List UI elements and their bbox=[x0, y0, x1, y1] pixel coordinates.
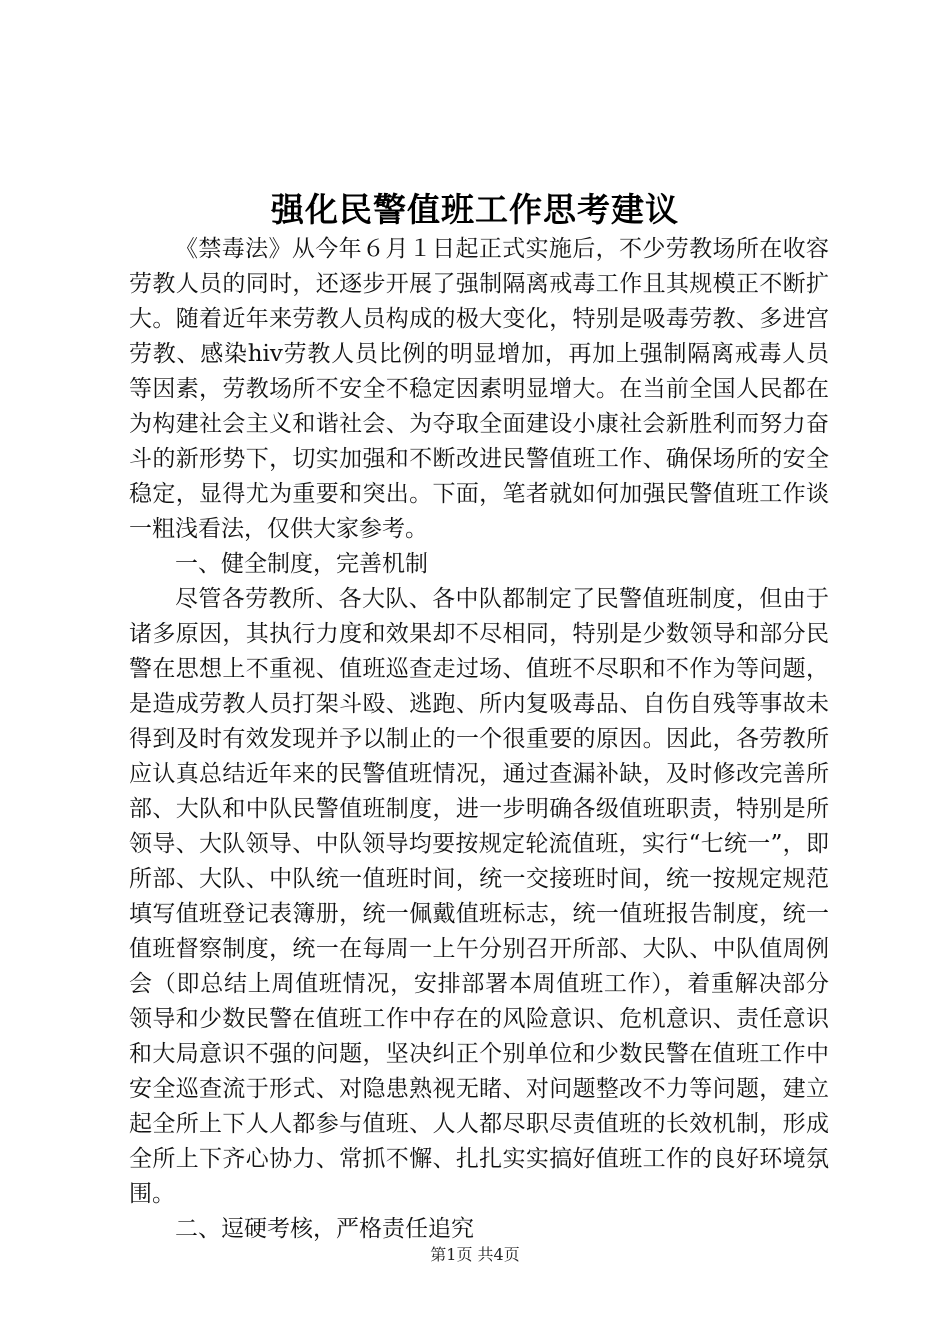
page-footer: 第1页 共4页 bbox=[430, 1245, 520, 1264]
document-title: 强化民警值班工作思考建议 bbox=[271, 190, 679, 229]
document-body bbox=[129, 232, 829, 1247]
section-heading-1: 一、健全制度，完善机制 bbox=[175, 551, 428, 577]
paragraph-section-1: 尽管各劳教所、各大队、各中队都制定了民警值班制度，但由于诸多原因，其执行力度和效果却不尽相同，特别是少数领导和部分民警在思想上不重视、值班巡查走过场、值班不尽职和不作为等问题，是造成劳教人员打架斗殴、逃跑、所内复吸毒品、自伤自残等事故未得到及时有效发现并予以制止的一个很重要的原因。因此，各劳教所应认真总结近年来的民警值班情况，通过查漏补缺，及时修改完善所部、大队和中队民警值班制度，进一步明确各级值班职责，特别是所领导、大队领导、中队领导均要按规定轮流值班，实行“七统一”，即所部、大队、中队统一值班时间，统一交接班时间，统一按规定规范填写值班登记表簿册，统一佩戴值班标志，统一值班报告制度，统一值班督察制度，统一在每周一上午分别召开所部、大队、中队值周例会（即总结上周值班情况，安排部署本周值班工作），着重解决部分领导和少数民警在值班工作中存在的风险意识、危机意识、责任意识和大局意识不强的问题，坚决纠正个别单位和少数民警在值班工作中安全巡查流于形式、对隐患熟视无睹、对问题整改不力等问题，建立起全所上下人人都参与值班、人人都尽职尽责值班的长效机制，形成全所上下齐心协力、常抓不懈、扎扎实实搞好值班工作的良好环境氛围。 bbox=[129, 586, 829, 1207]
section-heading-2: 二、逗硬考核，严格责任追究 bbox=[175, 1216, 474, 1242]
paragraph-intro: 《禁毒法》从今年６月１日起正式实施后，不少劳教场所在收容劳教人员的同时，还逐步开展了强制隔离戒毒工作且其规模正不断扩大。随着近年来劳教人员构成的极大变化，特别是吸毒劳教、多进宫劳教、感染hiv劳教人员比例的明显增加，再加上强制隔离戒毒人员等因素，劳教场所不安全不稳定因素明显增大。在当前全国人民都在为构建社会主义和谐社会、为夺取全面建设小康社会新胜利而努力奋斗的新形势下，切实加强和不断改进民警值班工作、确保场所的安全稳定，显得尤为重要和突出。下面，笔者就如何加强民警值班工作谈一粗浅看法，仅供大家参考。 bbox=[129, 236, 829, 542]
